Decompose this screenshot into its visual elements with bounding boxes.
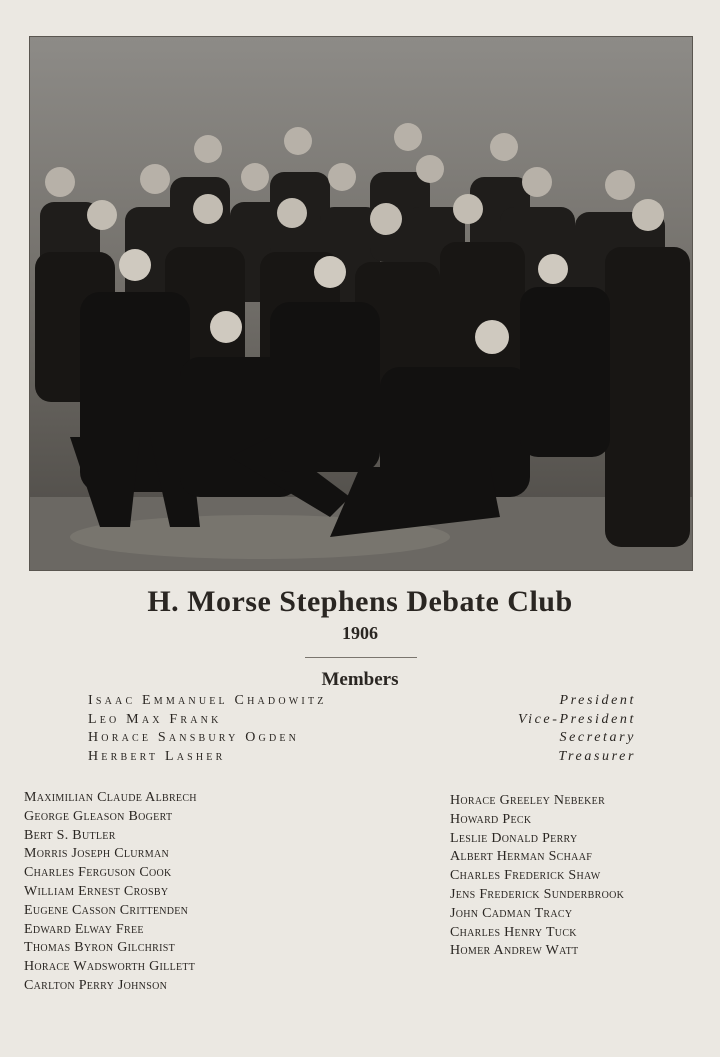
list-item: John Cadman Tracy	[450, 905, 573, 921]
divider	[305, 657, 417, 658]
list-item: Horace Wadsworth Gillett	[24, 959, 196, 975]
list-item: Edward Elway Free	[24, 921, 144, 937]
list-item: Leslie Donald Perry	[450, 830, 578, 846]
list-item: George Gleason Bogert	[24, 808, 173, 824]
list-item: Charles Ferguson Cook	[24, 865, 172, 881]
officer-role: Treasurer	[558, 748, 636, 764]
page-title: H. Morse Stephens Debate Club	[147, 585, 573, 618]
list-item: Homer Andrew Watt	[450, 943, 579, 959]
officer-role: Vice-President	[517, 711, 636, 727]
officer-role: President	[559, 693, 636, 708]
list-item: William Ernest Crosby	[24, 883, 169, 899]
list-item: Albert Herman Schaaf	[450, 849, 593, 865]
officers-list	[88, 693, 636, 767]
list-item: Charles Henry Tuck	[450, 924, 577, 940]
list-item: Horace Greeley Nebeker	[450, 793, 606, 808]
list-item: Eugene Casson Crittenden	[24, 902, 189, 918]
members-heading: Members	[321, 669, 399, 690]
list-item: Bert S. Butler	[24, 827, 116, 843]
list-item: Thomas Byron Gilchrist	[24, 940, 176, 956]
list-item: Charles Frederick Shaw	[450, 868, 601, 884]
officer-row	[88, 730, 636, 749]
members-list-right	[450, 793, 624, 962]
officer-role: Secretary	[559, 730, 636, 745]
officer-row	[88, 693, 636, 712]
officer-row	[88, 749, 636, 768]
group-portrait-photo	[29, 36, 693, 571]
list-item: Morris Joseph Clurman	[24, 846, 169, 862]
members-list-left	[24, 790, 197, 997]
officer-name: Leo Max Frank	[88, 711, 222, 727]
officer-name: Isaac Emmanuel Chadowitz	[88, 693, 327, 708]
officer-name: Horace Sansbury Ogden	[88, 730, 300, 745]
list-item: Maximilian Claude Albrech	[24, 790, 197, 805]
year-label: 1906	[342, 623, 378, 643]
list-item: Carlton Perry Johnson	[24, 977, 168, 993]
list-item: Howard Peck	[450, 811, 532, 827]
list-item: Jens Frederick Sunderbrook	[450, 886, 625, 902]
portrait-illustration	[30, 37, 692, 570]
officer-name: Herbert Lasher	[88, 748, 226, 764]
officer-row	[88, 712, 636, 731]
